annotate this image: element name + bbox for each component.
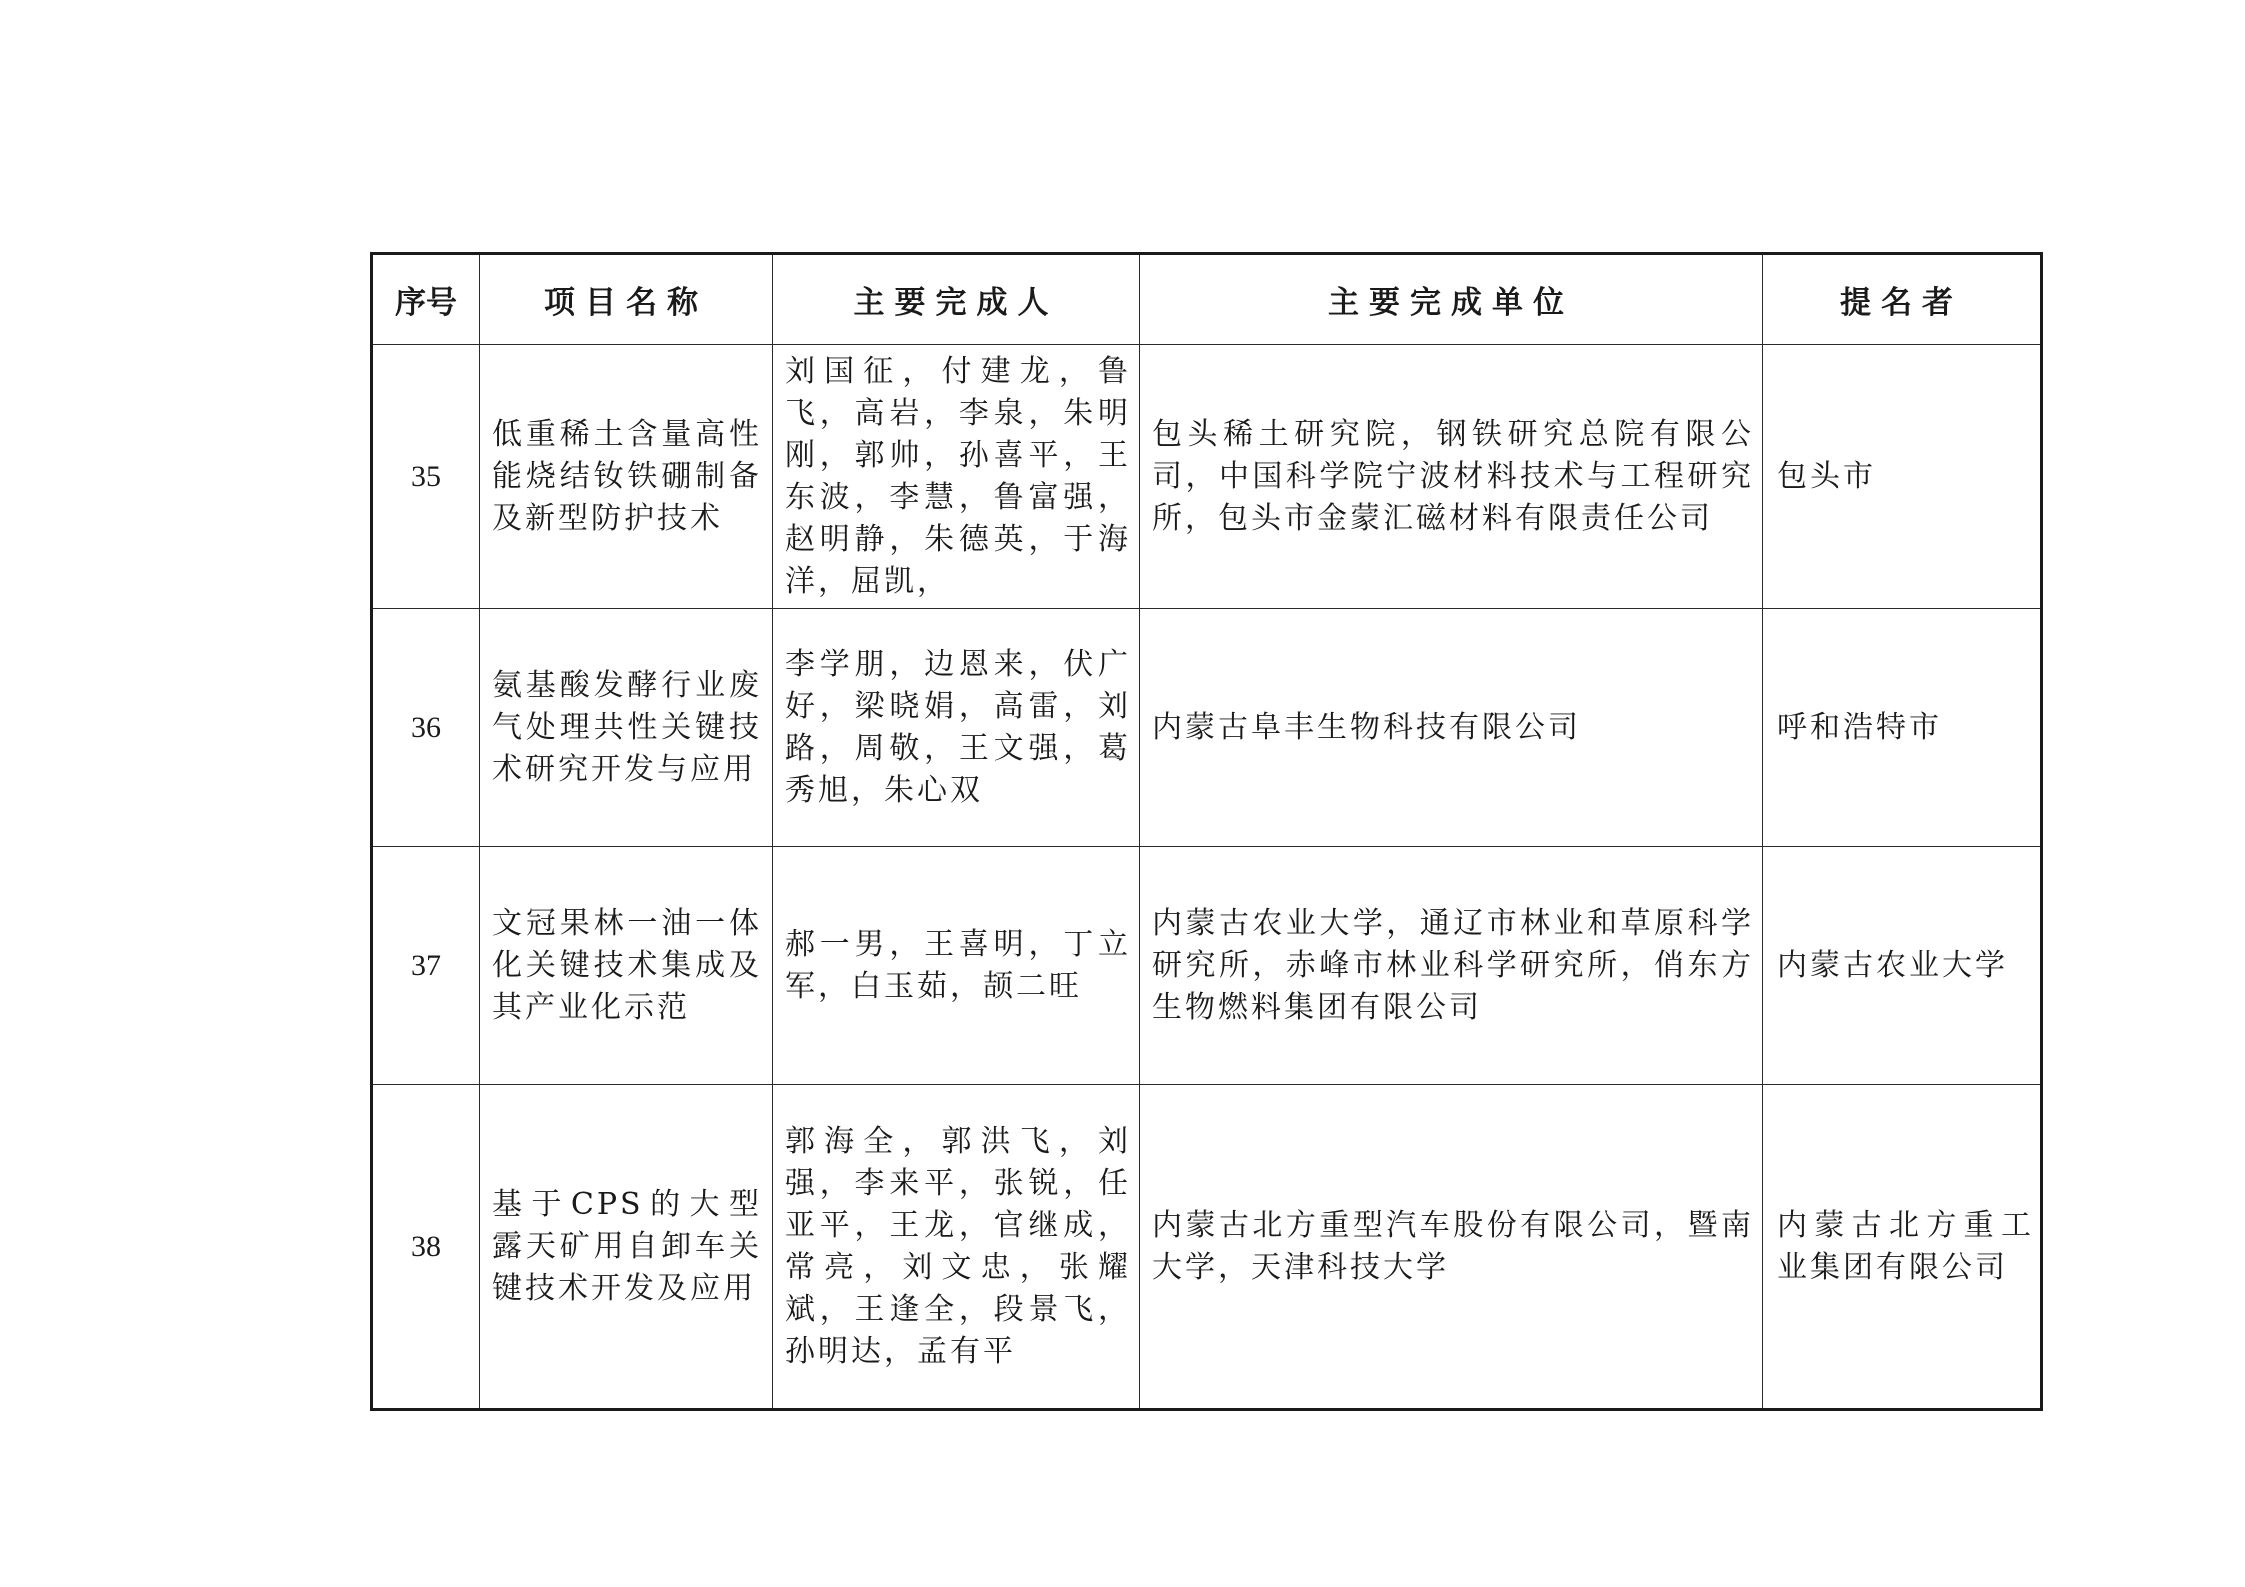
project-name: 文冠果林一油一体化关键技术集成及其产业化示范	[492, 905, 762, 1025]
header-index: 序号	[372, 254, 480, 345]
table-row	[372, 847, 2042, 1085]
row-index: 35	[372, 345, 480, 609]
row-index: 36	[372, 609, 480, 847]
contributors-cell	[773, 345, 1140, 609]
nominator-cell	[1763, 847, 2042, 1085]
table-row	[372, 345, 2042, 609]
project-name: 基于CPS的大型露天矿用自卸车关键技术开发及应用	[492, 1186, 762, 1306]
contributors-cell	[773, 609, 1140, 847]
nominator-cell	[1763, 1085, 2042, 1410]
table-header-row	[372, 254, 2042, 345]
organizations-cell	[1140, 1085, 1763, 1410]
nominator: 包头市	[1777, 458, 1876, 494]
header-project-name: 项目名称	[480, 254, 773, 345]
contributors: 刘国征，付建龙，鲁飞，高岩，李泉，朱明刚，郭帅，孙喜平，王东波，李慧，鲁富强，赵明静，朱德英，于海洋，屈凯，	[785, 353, 1131, 599]
organizations: 包头稀土研究院，钢铁研究总院有限公司，中国科学院宁波材料技术与工程研究所，包头市金蒙汇磁材料有限责任公司	[1152, 416, 1754, 536]
nominator: 呼和浩特市	[1777, 709, 1942, 745]
organizations: 内蒙古阜丰生物科技有限公司	[1152, 709, 1581, 745]
nominator-cell	[1763, 609, 2042, 847]
project-name-cell	[480, 847, 773, 1085]
contributors-cell	[773, 847, 1140, 1085]
table-row	[372, 609, 2042, 847]
project-name-cell	[480, 609, 773, 847]
header-main-contributors: 主要完成人	[773, 254, 1140, 345]
nominator: 内蒙古农业大学	[1777, 947, 2008, 983]
project-name-cell	[480, 1085, 773, 1410]
row-index: 37	[372, 847, 480, 1085]
nominator: 内蒙古北方重工业集团有限公司	[1777, 1207, 2034, 1285]
header-nominator: 提名者	[1763, 254, 2042, 345]
organizations: 内蒙古北方重型汽车股份有限公司，暨南大学，天津科技大学	[1152, 1207, 1754, 1285]
project-name: 低重稀土含量高性能烧结钕铁硼制备及新型防护技术	[492, 416, 762, 536]
contributors: 郝一男，王喜明，丁立军，白玉茹，颉二旺	[785, 926, 1131, 1004]
contributors: 郭海全，郭洪飞，刘强，李来平，张锐，任亚平，王龙，官继成，常亮，刘文忠，张耀斌，王逢全，段景飞，孙明达，孟有平	[785, 1123, 1131, 1369]
nominator-cell	[1763, 345, 2042, 609]
award-project-table	[370, 252, 2043, 1411]
organizations-cell	[1140, 847, 1763, 1085]
contributors: 李学朋，边恩来，伏广好，梁晓娟，高雷，刘路，周敬，王文强，葛秀旭，朱心双	[785, 646, 1131, 808]
table-row	[372, 1085, 2042, 1410]
header-main-organizations: 主要完成单位	[1140, 254, 1763, 345]
organizations-cell	[1140, 345, 1763, 609]
project-name-cell	[480, 345, 773, 609]
row-index: 38	[372, 1085, 480, 1410]
organizations: 内蒙古农业大学，通辽市林业和草原科学研究所，赤峰市林业科学研究所，俏东方生物燃料集团有限公司	[1152, 905, 1754, 1025]
organizations-cell	[1140, 609, 1763, 847]
contributors-cell	[773, 1085, 1140, 1410]
project-name: 氨基酸发酵行业废气处理共性关键技术研究开发与应用	[492, 667, 762, 787]
